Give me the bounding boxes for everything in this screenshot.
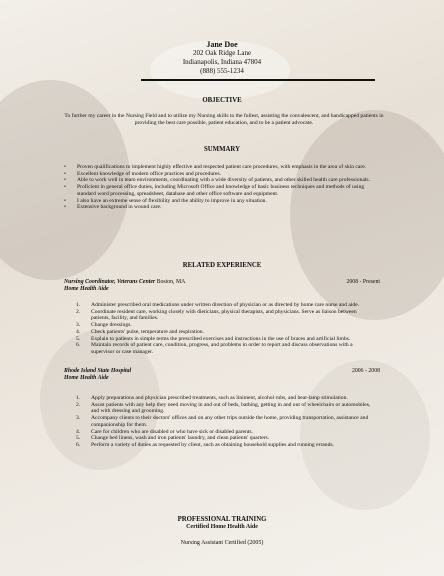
- list-item: • Extensive background in wound care.: [60, 204, 378, 211]
- summary-heading: SUMMARY: [203, 146, 240, 153]
- job-entry: [64, 368, 380, 382]
- phone-line: (888) 555-1234: [200, 67, 244, 75]
- list-item: 5. Change bed linens, wash and iron patients' laundry, and clean patients' quarters.: [76, 435, 270, 442]
- employer-name: Rhode Island State Hospital: [64, 368, 132, 374]
- training-heading: PROFESSIONAL TRAINING: [177, 516, 267, 523]
- job-duties: [76, 395, 376, 449]
- list-item: 3. Accompany clients to their doctors' offices and on any other trips outside the home, providing transportation, assistance and companionship for them.: [76, 415, 369, 428]
- address-line: 202 Oak Ridge Lane: [192, 49, 252, 57]
- training-item: Nursing Assistant Certified (2005): [180, 540, 264, 546]
- list-item: 2. Assist patients with any help they need moving in and out of beds, bathing, getting in and out of wheelchairs or automobiles, and with dressing and grooming.: [76, 401, 371, 415]
- job-duties: [76, 302, 376, 356]
- job-entry: [64, 279, 380, 293]
- employer-location: Boston, MA: [155, 279, 186, 285]
- employer-name: Nursing Coordinator, Veterans Center: [64, 279, 156, 285]
- job-dates: 2006 - 2008: [351, 368, 380, 374]
- summary-list: [60, 164, 378, 211]
- list-item: 3. Change dressings.: [76, 322, 132, 329]
- list-item: 6. Perform a variety of duties as requested by client, such as obtaining household supplies and running errands.: [76, 441, 334, 448]
- objective-heading: OBJECTIVE: [202, 97, 242, 104]
- list-item: 2. Coordinate resident care, working closely with dieticians, physical therapists, and physicians. Serve as liaison between patients, facility, and families.: [76, 308, 357, 322]
- list-item: 4. Care for children who are disabled or who have sick or disabled parents.: [76, 428, 254, 435]
- objective-text: To further my career in the Nursing Field and to utilize my Nursing skills to the fullest, assisting the convalescent, and handicapped patients in providing the best care possible, patient education, and to be a patient advocate.: [64, 113, 384, 126]
- list-item: • Excellent knowledge of modern office practices and procedures.: [60, 171, 378, 178]
- applicant-name: Jane Doe: [206, 40, 238, 49]
- list-item: 4. Check patients' pulse, temperature and respiration.: [76, 328, 205, 335]
- job-dates: 2008 - Present: [346, 279, 380, 285]
- list-item: 5. Explain to patients in simple terms the prescribed exercises and instructions in the use of braces and artificial limbs.: [76, 335, 351, 342]
- experience-heading: RELATED EXPERIENCE: [182, 262, 262, 269]
- list-item: • Proficient in general office duties, including Microsoft Office and knowledge of basic business techniques and methods of using standard word processing, spreadsheet, database and other office software and equipment.: [60, 184, 378, 197]
- list-item: • I also have an extreme sense of flexibility and the ability to improve in any situation.: [60, 198, 378, 205]
- training-subtitle: Certified Home Health Aide: [186, 524, 258, 530]
- job-role: Home Health Aide: [64, 375, 109, 382]
- header-divider: [141, 79, 375, 81]
- list-item: 6. Maintain records of patient care, condition, progress, and problems in order to report and discuss observations with a supervisor or case manager.: [76, 342, 353, 355]
- city-line: Indianapolis, Indiana 47804: [182, 58, 262, 66]
- list-item: 1. Administer prescribed oral medications under written direction of physician or as directed by home care nurse and aide.: [76, 302, 360, 308]
- list-item: • Able to work well in team environments, coordinating with a wide diversity of patients, and other skilled health care professionals.: [60, 177, 378, 184]
- job-role: Home Health Aide: [64, 286, 109, 293]
- list-item: 1. Apply preparations and physician prescribed treatments, such as liniment, alcohol rubs, and heat-lamp stimulation.: [76, 395, 348, 401]
- list-item: • Proven qualifications to implement highly effective and respected patient care procedures, with emphasis in the area of skin care.: [60, 164, 378, 171]
